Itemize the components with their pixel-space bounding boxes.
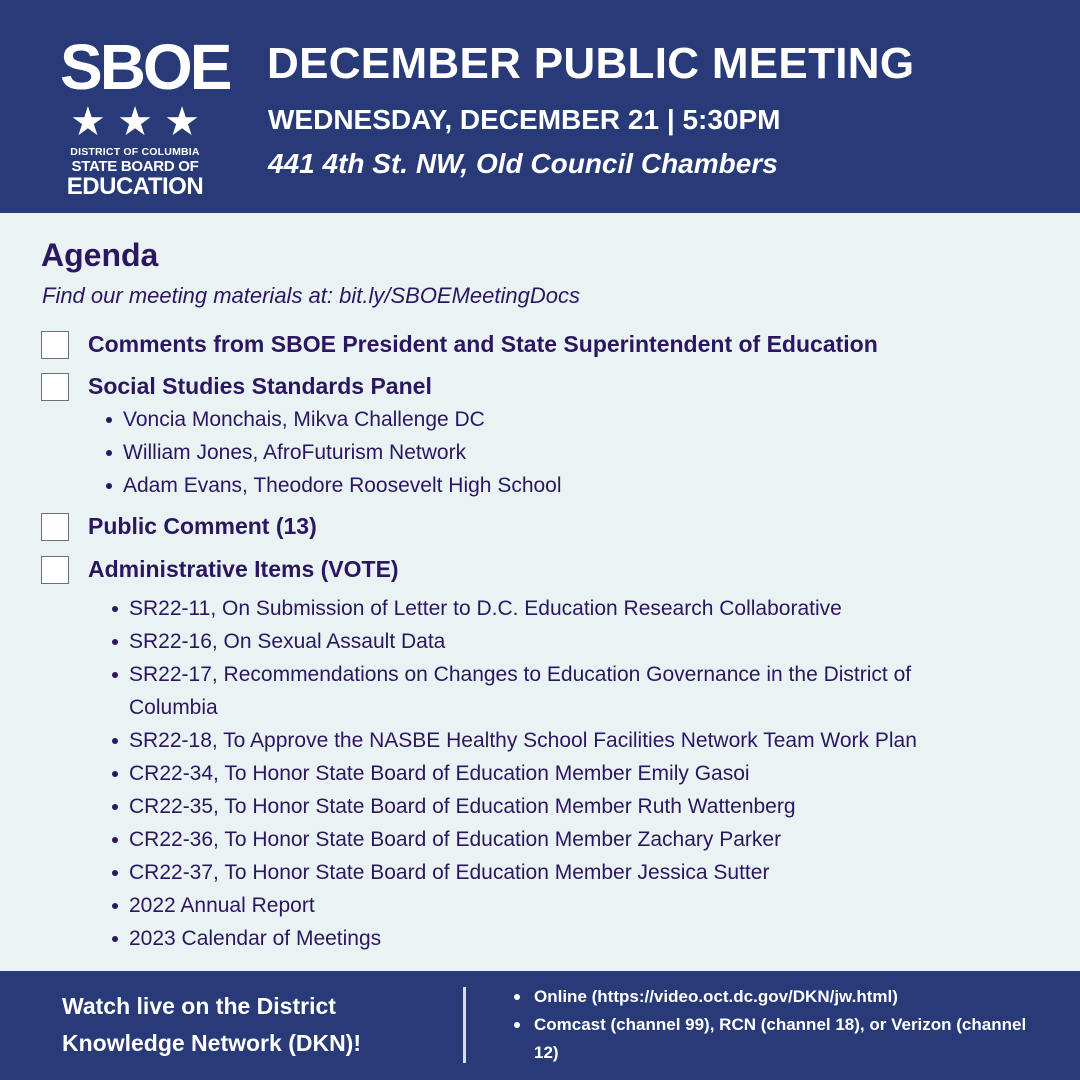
stars-icon: ★ ★ ★ xyxy=(70,100,200,144)
agenda-section xyxy=(0,213,1080,971)
logo-line3: EDUCATION xyxy=(66,173,204,200)
list-item: Adam Evans, Theodore Roosevelt High School xyxy=(101,469,562,502)
watch-live-text: Watch live on the District Knowledge Network (DKN)! xyxy=(62,993,361,1056)
list-item: Voncia Monchais, Mikva Challenge DC xyxy=(101,403,562,436)
panel-list xyxy=(101,403,562,502)
channel-list xyxy=(512,983,1032,1067)
agenda-item-label: Social Studies Standards Panel xyxy=(88,373,432,399)
footer-banner xyxy=(0,971,1080,1080)
channel-online: Online (https://video.oct.dc.gov/DKN/jw.html) xyxy=(512,983,1032,1011)
agenda-checkbox[interactable] xyxy=(41,331,69,359)
footer-divider xyxy=(463,987,466,1063)
agenda-checkbox[interactable] xyxy=(41,373,69,401)
administrative-list xyxy=(107,592,989,955)
list-item: CR22-36, To Honor State Board of Education Member Zachary Parker xyxy=(107,823,989,856)
meeting-date-time: WEDNESDAY, DECEMBER 21 | 5:30PM xyxy=(268,104,781,135)
list-item: CR22-35, To Honor State Board of Education Member Ruth Wattenberg xyxy=(107,790,989,823)
list-item: 2022 Annual Report xyxy=(107,889,989,922)
list-item: William Jones, AfroFuturism Network xyxy=(101,436,562,469)
agenda-item-label: Comments from SBOE President and State Superintendent of Education xyxy=(88,331,878,357)
list-item: SR22-16, On Sexual Assault Data xyxy=(107,625,989,658)
agenda-checkbox[interactable] xyxy=(41,556,69,584)
list-item: SR22-18, To Approve the NASBE Healthy School Facilities Network Team Work Plan xyxy=(107,724,989,757)
agenda-item-label: Public Comment (13) xyxy=(88,513,317,539)
agenda-item-label: Administrative Items (VOTE) xyxy=(88,556,399,582)
sboe-logo xyxy=(60,31,230,200)
logo-line1: DISTRICT OF COLUMBIA xyxy=(70,146,200,158)
channel-cable: Comcast (channel 99), RCN (channel 18), or Verizon (channel 12) xyxy=(512,1011,1032,1067)
logo-line2: STATE BOARD OF xyxy=(71,158,199,175)
list-item: CR22-37, To Honor State Board of Education Member Jessica Sutter xyxy=(107,856,989,889)
list-item: 2023 Calendar of Meetings xyxy=(107,922,989,955)
agenda-heading: Agenda xyxy=(41,237,159,273)
header-banner xyxy=(0,0,1080,213)
logo-mark: SBOE xyxy=(60,31,230,103)
agenda-checkbox[interactable] xyxy=(41,513,69,541)
meeting-location: 441 4th St. NW, Old Council Chambers xyxy=(268,148,778,179)
meeting-title: DECEMBER PUBLIC MEETING xyxy=(267,39,915,88)
list-item: SR22-11, On Submission of Letter to D.C. Education Research Collaborative xyxy=(107,592,989,625)
list-item: CR22-34, To Honor State Board of Education Member Emily Gasoi xyxy=(107,757,989,790)
list-item: SR22-17, Recommendations on Changes to Education Governance in the District of Columbia xyxy=(107,658,989,724)
materials-link-text: Find our meeting materials at: bit.ly/SBOEMeetingDocs xyxy=(42,283,581,308)
